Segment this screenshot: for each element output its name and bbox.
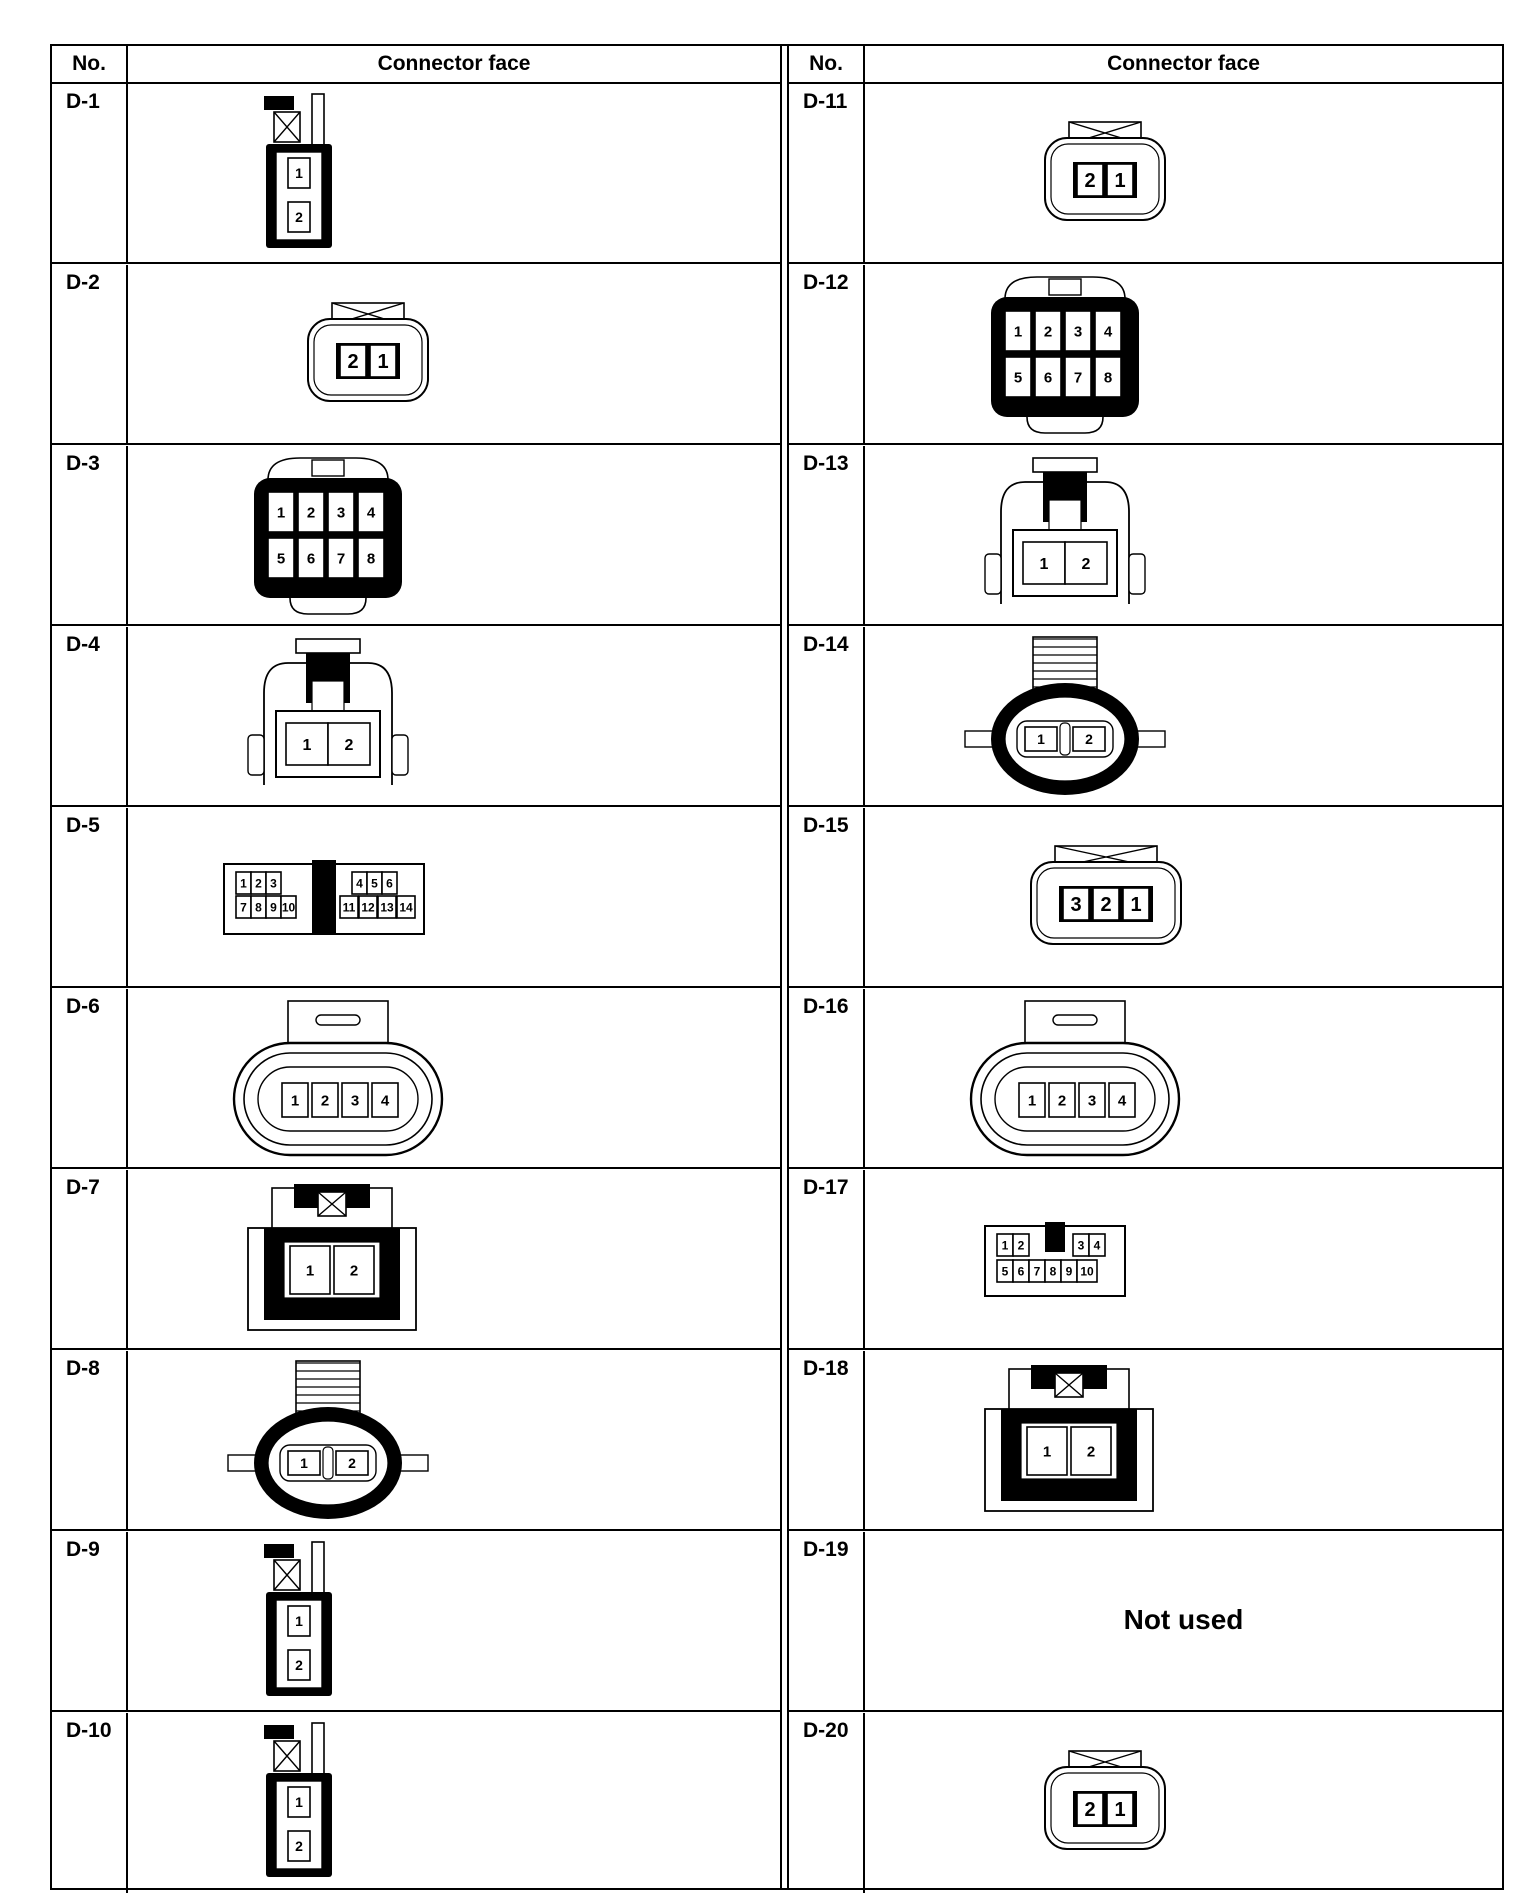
connector-face-cell xyxy=(128,627,780,805)
connector-pin xyxy=(298,538,324,578)
connector-id: D-4 xyxy=(52,627,128,805)
pin-number: 5 xyxy=(276,550,286,568)
connector-pin xyxy=(378,896,396,918)
table-row xyxy=(52,265,780,445)
connector-face-cell xyxy=(865,808,1502,986)
connector-pin xyxy=(251,872,266,894)
connector-face-diagram xyxy=(208,454,448,614)
connector-id: D-20 xyxy=(789,1713,865,1893)
connector-id: D-15 xyxy=(789,808,865,986)
pin-number: 1 xyxy=(1042,1443,1052,1461)
pin-number: 7 xyxy=(1033,1264,1041,1279)
pin-number: 4 xyxy=(366,504,376,522)
connector-pin xyxy=(1077,1260,1097,1282)
connector-pin xyxy=(268,492,294,532)
connector-pin xyxy=(370,345,396,377)
pin-number: 2 xyxy=(1085,731,1093,748)
connector-face-cell xyxy=(128,1170,780,1348)
pin-number: 11 xyxy=(342,900,356,915)
table-row xyxy=(52,1713,780,1893)
connector-face-diagram xyxy=(945,1178,1185,1338)
pin-number: 7 xyxy=(336,550,346,568)
connector-face-diagram xyxy=(208,273,448,433)
pin-number: 1 xyxy=(1130,894,1142,917)
table-row xyxy=(52,1170,780,1350)
pin-number: 3 xyxy=(350,1092,360,1110)
pin-number: 2 xyxy=(348,1455,356,1472)
connector-id: D-5 xyxy=(52,808,128,986)
connector-pin xyxy=(1089,1234,1105,1256)
connector-pin xyxy=(288,1787,310,1817)
connector-pin xyxy=(1077,164,1103,196)
pin-number: 9 xyxy=(1065,1264,1073,1279)
pin-number: 6 xyxy=(1017,1264,1025,1279)
connector-face-cell xyxy=(865,1532,1502,1710)
pin-number: 9 xyxy=(270,900,277,915)
connector-face-diagram xyxy=(945,454,1185,614)
connector-face-cell xyxy=(865,1713,1502,1893)
connector-face-cell xyxy=(128,808,780,986)
header-no: No. xyxy=(52,46,128,82)
connector-pin xyxy=(1123,888,1149,920)
table-row xyxy=(789,446,1502,626)
pin-number: 1 xyxy=(300,1455,308,1472)
connector-pin xyxy=(1065,357,1091,397)
connector-id: D-2 xyxy=(52,265,128,443)
connector-pin xyxy=(1107,1793,1133,1825)
header-no: No. xyxy=(789,46,865,82)
connector-id: D-3 xyxy=(52,446,128,624)
connector-pin xyxy=(288,1650,310,1680)
pin-number: 2 xyxy=(295,209,303,226)
table-row xyxy=(789,1351,1502,1531)
connector-pin xyxy=(1073,1234,1089,1256)
connector-face-cell xyxy=(865,84,1502,262)
connector-face-diagram xyxy=(945,92,1185,252)
pin-number: 1 xyxy=(295,1613,303,1630)
connector-pin xyxy=(290,1246,330,1294)
connector-face-diagram xyxy=(208,92,448,252)
connector-pin xyxy=(367,872,382,894)
connector-pin xyxy=(372,1083,398,1117)
pin-number: 1 xyxy=(377,351,389,374)
pin-number: 2 xyxy=(344,736,354,754)
pin-number: 4 xyxy=(356,876,363,891)
connector-pin xyxy=(997,1234,1013,1256)
pin-number: 1 xyxy=(1027,1092,1037,1110)
connector-pin xyxy=(282,1083,308,1117)
pin-number: 3 xyxy=(1087,1092,1097,1110)
connector-id: D-19 xyxy=(789,1532,865,1710)
pin-number: 2 xyxy=(306,504,316,522)
header-connector-face: Connector face xyxy=(377,52,531,75)
rows-left xyxy=(52,84,780,1888)
table-row xyxy=(789,1170,1502,1350)
pin-number: 2 xyxy=(255,876,262,891)
connector-face-diagram xyxy=(945,635,1185,795)
connector-pin xyxy=(286,723,328,765)
pin-number: 13 xyxy=(380,900,394,915)
connector-pin xyxy=(1079,1083,1105,1117)
pin-number: 6 xyxy=(306,550,316,568)
connector-pin xyxy=(251,896,266,918)
header-connector-face: Connector face xyxy=(1107,52,1260,75)
connector-face-diagram xyxy=(208,1540,448,1700)
connector-face-diagram xyxy=(945,1359,1185,1519)
connector-pin xyxy=(352,872,367,894)
pin-number: 8 xyxy=(366,550,376,568)
pin-number: 2 xyxy=(349,1262,359,1280)
pin-number: 3 xyxy=(270,876,277,891)
connector-face-cell xyxy=(128,1351,780,1529)
pin-number: 8 xyxy=(1103,369,1113,387)
pin-number: 2 xyxy=(1043,323,1053,341)
table-header xyxy=(789,46,1502,84)
connector-pin xyxy=(1025,727,1057,751)
connector-face-diagram xyxy=(208,1178,448,1338)
connector-pin xyxy=(1095,311,1121,351)
connector-face-diagram xyxy=(208,635,448,795)
pin-number: 4 xyxy=(380,1092,390,1110)
table-row xyxy=(52,989,780,1169)
pin-number: 1 xyxy=(302,736,312,754)
pin-number: 1 xyxy=(1001,1238,1009,1253)
connector-face-diagram xyxy=(945,273,1185,433)
connector-pin xyxy=(1065,542,1107,584)
connector-pin xyxy=(288,202,310,232)
connector-pin xyxy=(334,1246,374,1294)
connector-pin xyxy=(1077,1793,1103,1825)
pin-number: 1 xyxy=(276,504,286,522)
connector-pin xyxy=(997,1260,1013,1282)
pin-number: 5 xyxy=(1013,369,1023,387)
connector-pin xyxy=(312,1083,338,1117)
connector-face-cell xyxy=(865,446,1502,624)
pin-number: 2 xyxy=(1084,1799,1096,1822)
pin-number: 1 xyxy=(1114,170,1126,193)
connector-pin xyxy=(266,872,281,894)
pin-number: 2 xyxy=(320,1092,330,1110)
connector-face-cell xyxy=(865,1170,1502,1348)
connector-pin xyxy=(1027,1427,1067,1475)
table-right-half xyxy=(787,46,1502,1888)
connector-pin xyxy=(1093,888,1119,920)
pin-number: 1 xyxy=(1114,1799,1126,1822)
connector-pin xyxy=(328,723,370,765)
connector-id: D-7 xyxy=(52,1170,128,1348)
table-row xyxy=(789,808,1502,988)
connector-pin xyxy=(382,872,397,894)
connector-face-diagram xyxy=(208,1721,448,1881)
table-row xyxy=(789,1532,1502,1712)
pin-number: 4 xyxy=(1117,1092,1127,1110)
table-row xyxy=(789,84,1502,264)
connector-id: D-18 xyxy=(789,1351,865,1529)
pin-number: 2 xyxy=(1084,170,1096,193)
connector-face-diagram xyxy=(208,1359,448,1519)
connector-pin xyxy=(358,492,384,532)
connector-id: D-13 xyxy=(789,446,865,624)
connector-face-cell xyxy=(128,1713,780,1893)
connector-pin xyxy=(336,1451,368,1475)
connector-pin xyxy=(328,492,354,532)
connector-id: D-10 xyxy=(52,1713,128,1893)
connector-face-cell xyxy=(128,446,780,624)
connector-pin xyxy=(1005,357,1031,397)
connector-pin xyxy=(266,896,281,918)
connector-pin xyxy=(1061,1260,1077,1282)
connector-face-diagram xyxy=(945,1721,1185,1881)
table-header xyxy=(52,46,780,84)
pin-number: 2 xyxy=(1086,1443,1096,1461)
connector-pin xyxy=(340,896,358,918)
table-row xyxy=(789,1713,1502,1893)
connector-face-cell xyxy=(865,989,1502,1167)
connector-id: D-17 xyxy=(789,1170,865,1348)
connector-pin xyxy=(288,1831,310,1861)
pin-number: 1 xyxy=(1037,731,1045,748)
table-row xyxy=(52,1351,780,1531)
connector-pin xyxy=(1073,727,1105,751)
connector-face-cell xyxy=(128,265,780,443)
pin-number: 7 xyxy=(240,900,247,915)
connector-pin xyxy=(288,1451,320,1475)
table-row xyxy=(789,627,1502,807)
pin-number: 3 xyxy=(336,504,346,522)
connector-pin xyxy=(342,1083,368,1117)
connector-table xyxy=(50,44,1504,1890)
pin-number: 1 xyxy=(240,876,247,891)
connector-pin xyxy=(281,896,296,918)
connector-id: D-11 xyxy=(789,84,865,262)
connector-pin xyxy=(1013,1260,1029,1282)
connector-face-cell xyxy=(128,1532,780,1710)
pin-number: 1 xyxy=(295,165,303,182)
pin-number: 10 xyxy=(1080,1264,1094,1279)
pin-number: 3 xyxy=(1077,1238,1085,1253)
connector-id: D-14 xyxy=(789,627,865,805)
connector-pin xyxy=(1065,311,1091,351)
table-row xyxy=(52,446,780,626)
table-row xyxy=(52,627,780,807)
connector-pin xyxy=(359,896,377,918)
connector-pin xyxy=(397,896,415,918)
pin-number: 8 xyxy=(1049,1264,1057,1279)
connector-pin xyxy=(268,538,294,578)
connector-id: D-6 xyxy=(52,989,128,1167)
connector-pin xyxy=(358,538,384,578)
connector-pin xyxy=(328,538,354,578)
pin-number: 4 xyxy=(1103,323,1113,341)
table-row xyxy=(52,1532,780,1712)
pin-number: 3 xyxy=(1073,323,1083,341)
connector-face-diagram xyxy=(208,816,448,976)
connector-id: D-8 xyxy=(52,1351,128,1529)
connector-pin xyxy=(1049,1083,1075,1117)
pin-number: 6 xyxy=(386,876,393,891)
table-left-half xyxy=(52,46,782,1888)
connector-face-cell xyxy=(865,1351,1502,1529)
connector-pin xyxy=(1029,1260,1045,1282)
pin-number: 5 xyxy=(371,876,378,891)
connector-face-cell xyxy=(865,627,1502,805)
pin-number: 2 xyxy=(1017,1238,1025,1253)
connector-pin xyxy=(236,872,251,894)
connector-pin xyxy=(340,345,366,377)
pin-number: 10 xyxy=(281,900,296,915)
pin-number: 4 xyxy=(1093,1238,1101,1253)
pin-number: 14 xyxy=(399,900,413,915)
connector-face-cell xyxy=(128,989,780,1167)
connector-face-diagram xyxy=(945,816,1185,976)
rows-right xyxy=(789,84,1502,1888)
connector-pin xyxy=(236,896,251,918)
connector-pin xyxy=(1071,1427,1111,1475)
connector-pin xyxy=(1063,888,1089,920)
connector-face-diagram xyxy=(208,997,448,1157)
pin-number: 2 xyxy=(347,351,359,374)
table-row xyxy=(789,989,1502,1169)
pin-number: 6 xyxy=(1043,369,1053,387)
pin-number: 2 xyxy=(1081,555,1091,573)
pin-number: 2 xyxy=(1100,894,1112,917)
table-row xyxy=(789,265,1502,445)
connector-pin xyxy=(1045,1260,1061,1282)
pin-number: 12 xyxy=(361,900,375,915)
pin-number: 2 xyxy=(295,1838,303,1855)
table-row xyxy=(52,84,780,264)
connector-pin xyxy=(1013,1234,1029,1256)
pin-number: 2 xyxy=(1057,1092,1067,1110)
connector-face-cell xyxy=(128,84,780,262)
pin-number: 2 xyxy=(295,1657,303,1674)
pin-number: 1 xyxy=(290,1092,300,1110)
connector-pin xyxy=(1005,311,1031,351)
connector-id: D-9 xyxy=(52,1532,128,1710)
connector-pin xyxy=(288,158,310,188)
pin-number: 7 xyxy=(1073,369,1083,387)
connector-pin xyxy=(1035,357,1061,397)
pin-number: 1 xyxy=(295,1794,303,1811)
pin-number: 1 xyxy=(1039,555,1049,573)
connector-id: D-12 xyxy=(789,265,865,443)
connector-pin xyxy=(1109,1083,1135,1117)
connector-pin xyxy=(288,1606,310,1636)
connector-pin xyxy=(1035,311,1061,351)
pin-number: 1 xyxy=(305,1262,315,1280)
connector-face-cell xyxy=(865,265,1502,443)
connector-pin xyxy=(1023,542,1065,584)
connector-pin xyxy=(298,492,324,532)
connector-face-diagram xyxy=(945,997,1185,1157)
table-row xyxy=(52,808,780,988)
connector-pin xyxy=(1095,357,1121,397)
pin-number: 1 xyxy=(1013,323,1023,341)
connector-id: D-1 xyxy=(52,84,128,262)
pin-number: 5 xyxy=(1001,1264,1009,1279)
connector-pin xyxy=(1107,164,1133,196)
connector-pin xyxy=(1019,1083,1045,1117)
pin-number: 3 xyxy=(1070,894,1082,917)
pin-number: 8 xyxy=(255,900,262,915)
connector-id: D-16 xyxy=(789,989,865,1167)
not-used-note: Not used xyxy=(1123,1604,1244,1635)
